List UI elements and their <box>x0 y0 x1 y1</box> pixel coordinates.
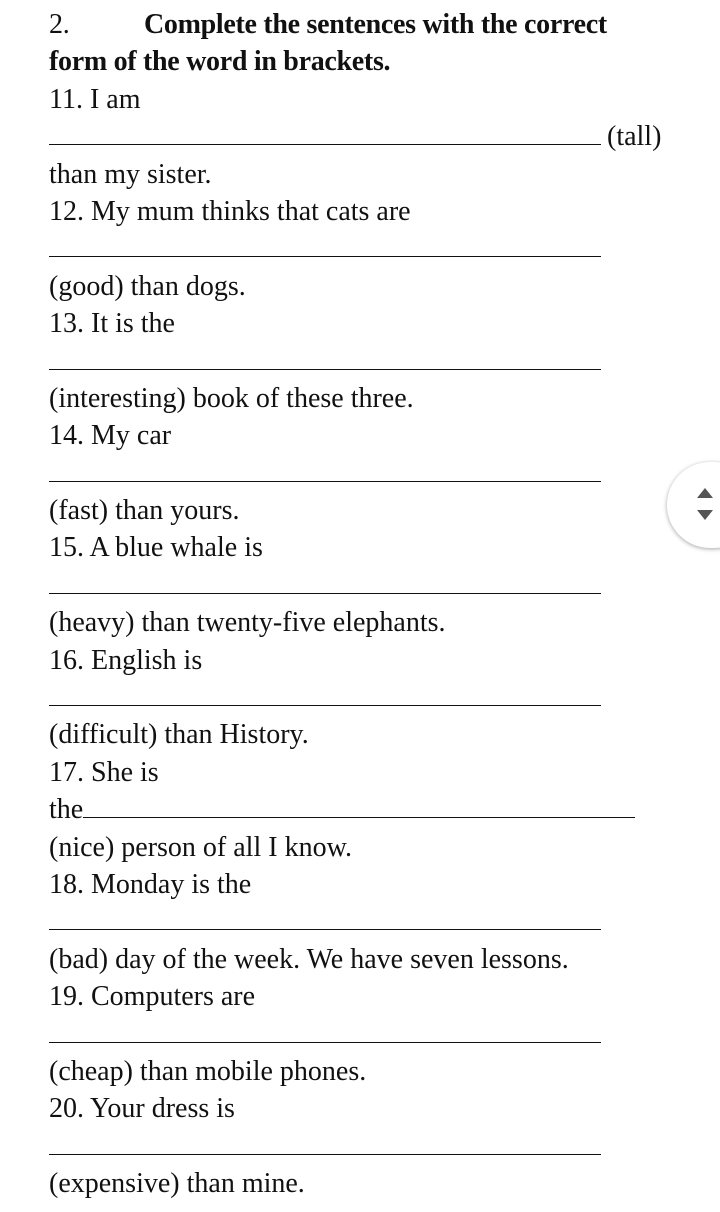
answer-blank[interactable] <box>49 1018 601 1043</box>
answer-blank[interactable] <box>49 345 601 370</box>
sentence-end-16: (difficult) than History. <box>49 719 309 751</box>
answer-blank[interactable] <box>83 793 635 818</box>
answer-line-15 <box>49 567 689 604</box>
worksheet <box>49 6 689 1203</box>
answer-line-17 <box>49 791 689 828</box>
answer-line-12 <box>49 230 689 267</box>
exercise-number: 2. <box>49 9 70 40</box>
sentence-end-20: (expensive) than mine. <box>49 1168 305 1200</box>
word-hint: (tall) <box>607 121 662 153</box>
sentence-start-17: 17. She is <box>49 756 159 788</box>
sentence-end-12: (good) than dogs. <box>49 270 246 302</box>
answer-line-13 <box>49 343 689 380</box>
sentence-end-19: (cheap) than mobile phones. <box>49 1055 367 1087</box>
sentence-end-15: (heavy) than twenty-five elephants. <box>49 607 446 639</box>
sentence-end-17: (nice) person of all I know. <box>49 831 352 863</box>
answer-blank[interactable] <box>49 681 601 706</box>
sentence-start-14: 14. My car <box>49 420 172 452</box>
answer-line-16 <box>49 679 689 716</box>
up-down-arrows-icon <box>695 486 715 524</box>
answer-blank[interactable] <box>49 1130 601 1155</box>
sentence-start-13: 13. It is the <box>49 308 175 340</box>
sentence-start-19: 19. Computers are <box>49 981 256 1013</box>
sentence-end-14: (fast) than yours. <box>49 495 240 527</box>
answer-line-11 <box>49 118 689 155</box>
answer-blank[interactable] <box>49 905 601 930</box>
answer-blank[interactable] <box>49 232 601 257</box>
sentence-end-11: than my sister. <box>49 158 212 190</box>
answer-line-19 <box>49 1016 689 1053</box>
sentence-start-11: 11. I am <box>49 83 141 115</box>
sentence-start-20: 20. Your dress is <box>49 1093 235 1125</box>
exercise-title-line1: Complete the sentences with the correct <box>144 9 607 40</box>
answer-blank[interactable] <box>49 569 601 594</box>
answer-line-20 <box>49 1128 689 1165</box>
answer-blank[interactable] <box>49 457 601 482</box>
sentence-start-12: 12. My mum thinks that cats are <box>49 195 411 227</box>
sentence-start-16: 16. English is <box>49 644 203 676</box>
exercise-heading <box>49 6 689 43</box>
answer-line-18 <box>49 903 689 940</box>
sentence-end-13: (interesting) book of these three. <box>49 382 414 414</box>
exercise-heading-line2 <box>49 43 689 80</box>
answer-line-14 <box>49 455 689 492</box>
sentence-start-15: 15. A blue whale is <box>49 532 263 564</box>
sentence-prefix: the <box>49 794 84 826</box>
sentence-end-18: (bad) day of the week. We have seven lessons. <box>49 943 569 975</box>
exercise-title-line2: form of the word in brackets. <box>49 46 391 78</box>
sentence-start-18: 18. Monday is the <box>49 868 252 900</box>
answer-blank[interactable] <box>49 120 601 145</box>
